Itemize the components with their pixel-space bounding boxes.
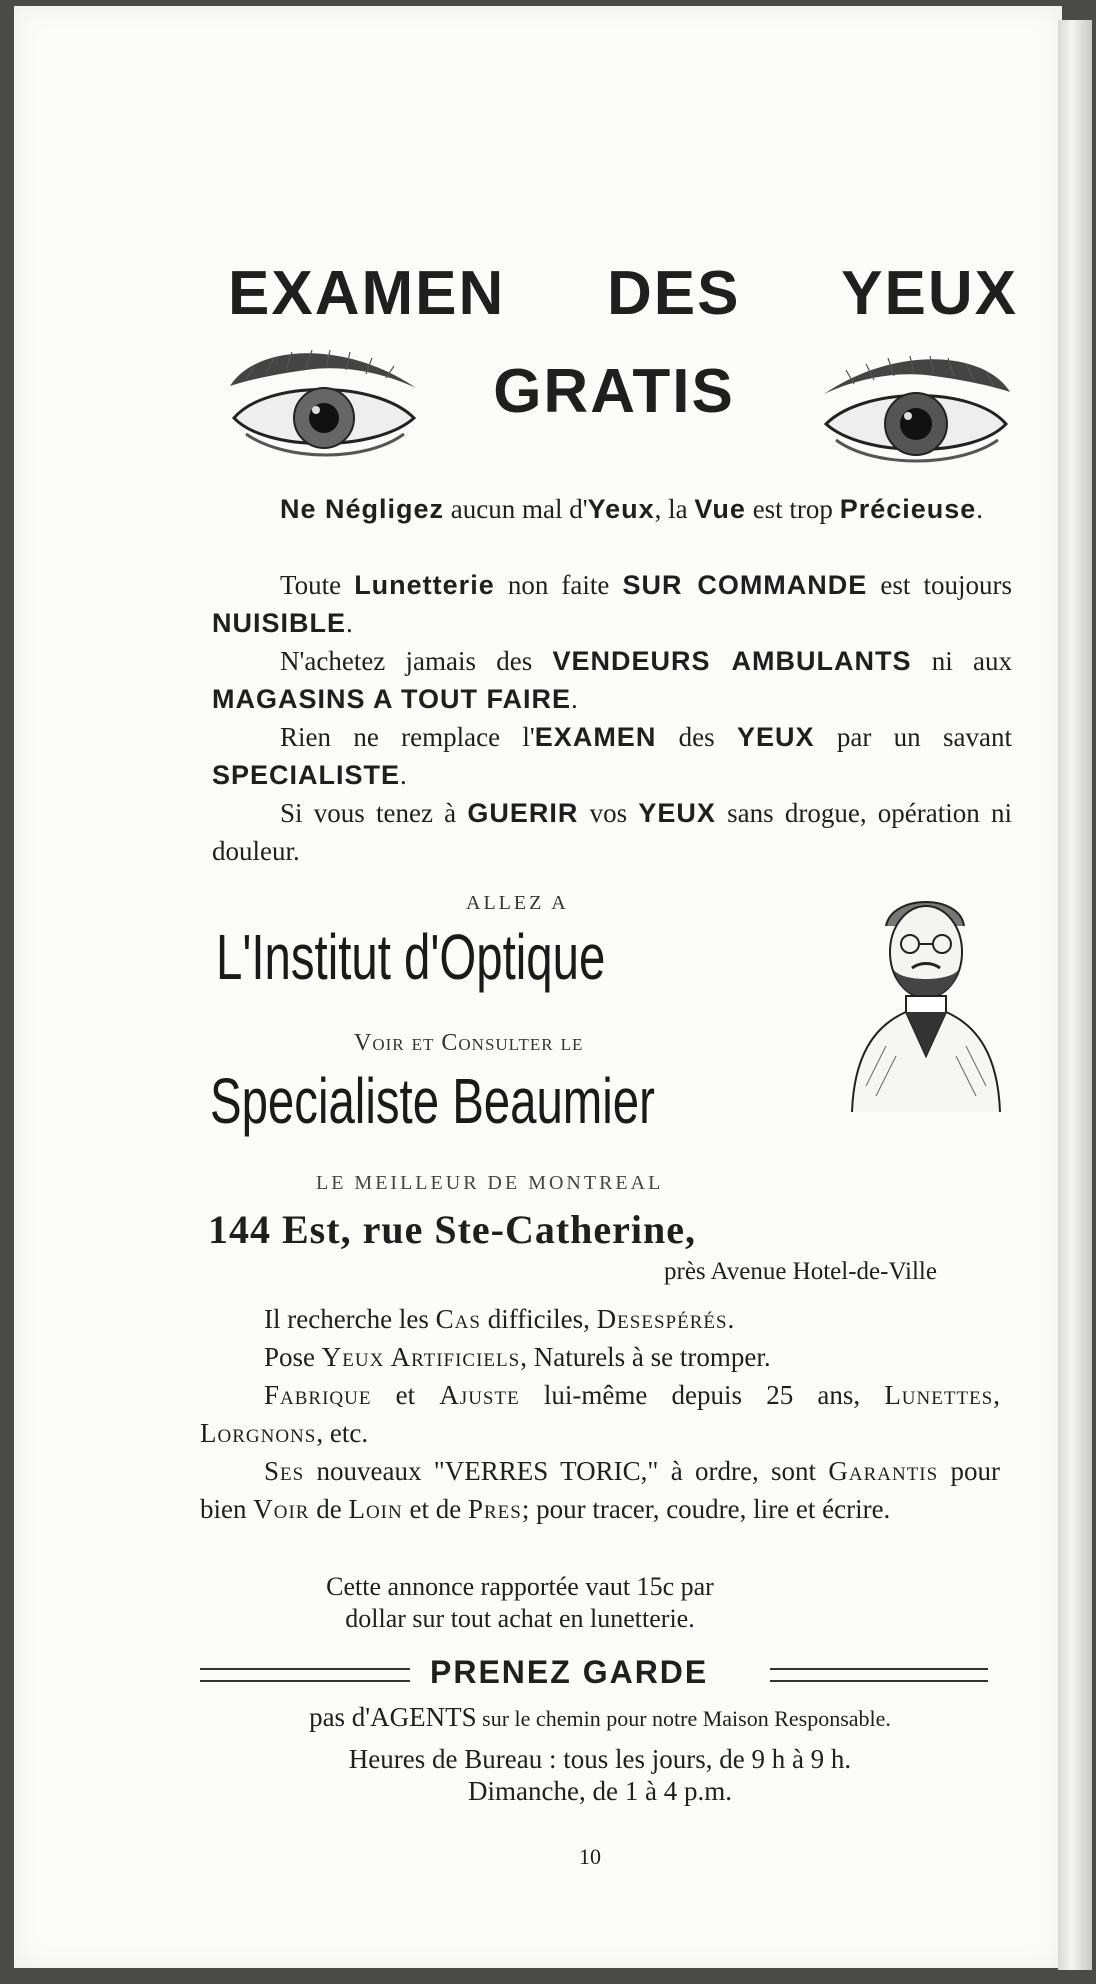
service-1: Il recherche les Cas difficiles, Desespérés.: [264, 1304, 735, 1334]
sunday-hours: Dimanche, de 1 à 4 p.m.: [468, 1776, 732, 1806]
agents-line: pas d'AGENTS sur le chemin pour notre Maison Responsable.: [309, 1702, 891, 1732]
intro-paragraph-2: Toute Lunetterie non faite SUR COMMANDE est toujours NUISIBLE.: [212, 570, 1012, 638]
institute-name: L'Institut d'Optique: [216, 921, 606, 993]
service-2: Pose Yeux Artificiels, Naturels à se tromper.: [264, 1342, 771, 1372]
right-eye-icon: [818, 346, 1014, 470]
service-4: Ses nouveaux "VERRES TORIC," à ordre, sont Garantis pour bien Voir de Loin et de Pres; pour tracer, coudre, lire et écrire.: [200, 1456, 1000, 1524]
rule-right: [770, 1668, 988, 1682]
intro-paragraph-5: Si vous tenez à GUERIR vos YEUX sans drogue, opération ni douleur.: [212, 798, 1012, 866]
allez-a-label: ALLEZ A: [466, 892, 569, 914]
rule-left: [200, 1668, 410, 1682]
service-3: Fabrique et Ajuste lui-même depuis 25 ans, Lunettes, Lorgnons, etc.: [200, 1380, 1000, 1448]
title-line-2: GRATIS: [493, 357, 735, 426]
office-hours: Heures de Bureau : tous les jours, de 9 h à 9 h.: [348, 1744, 852, 1774]
address-near: près Avenue Hotel-de-Ville: [664, 1258, 937, 1285]
voir-consulter-label: Voir et Consulter le: [354, 1030, 584, 1056]
left-eye-icon: [226, 340, 422, 464]
specialist-name: Specialiste Beaumier: [210, 1065, 655, 1137]
intro-paragraph-1: Ne Négligez aucun mal d'Yeux, la Vue est trop Précieuse.: [280, 494, 984, 524]
intro-paragraph-4: Rien ne remplace l'EXAMEN des YEUX par un savant SPECIALISTE.: [212, 722, 1012, 790]
coupon-line-2: dollar sur tout achat en lunetterie.: [345, 1604, 695, 1633]
coupon-line-1: Cette annonce rapportée vaut 15c par: [326, 1572, 714, 1601]
page-number: 10: [579, 1844, 601, 1869]
intro-paragraph-3: N'achetez jamais des VENDEURS AMBULANTS ni aux MAGASINS A TOUT FAIRE.: [212, 646, 1012, 714]
title-line-1: EXAMEN DES YEUX: [228, 259, 1018, 328]
warning-heading: PRENEZ GARDE: [430, 1654, 709, 1690]
doctor-portrait-icon: [846, 886, 1006, 1116]
page-edge: [1058, 20, 1092, 1970]
address: 144 Est, rue Ste-Catherine,: [208, 1207, 697, 1252]
best-in-montreal-label: LE MEILLEUR DE MONTREAL: [316, 1172, 664, 1194]
